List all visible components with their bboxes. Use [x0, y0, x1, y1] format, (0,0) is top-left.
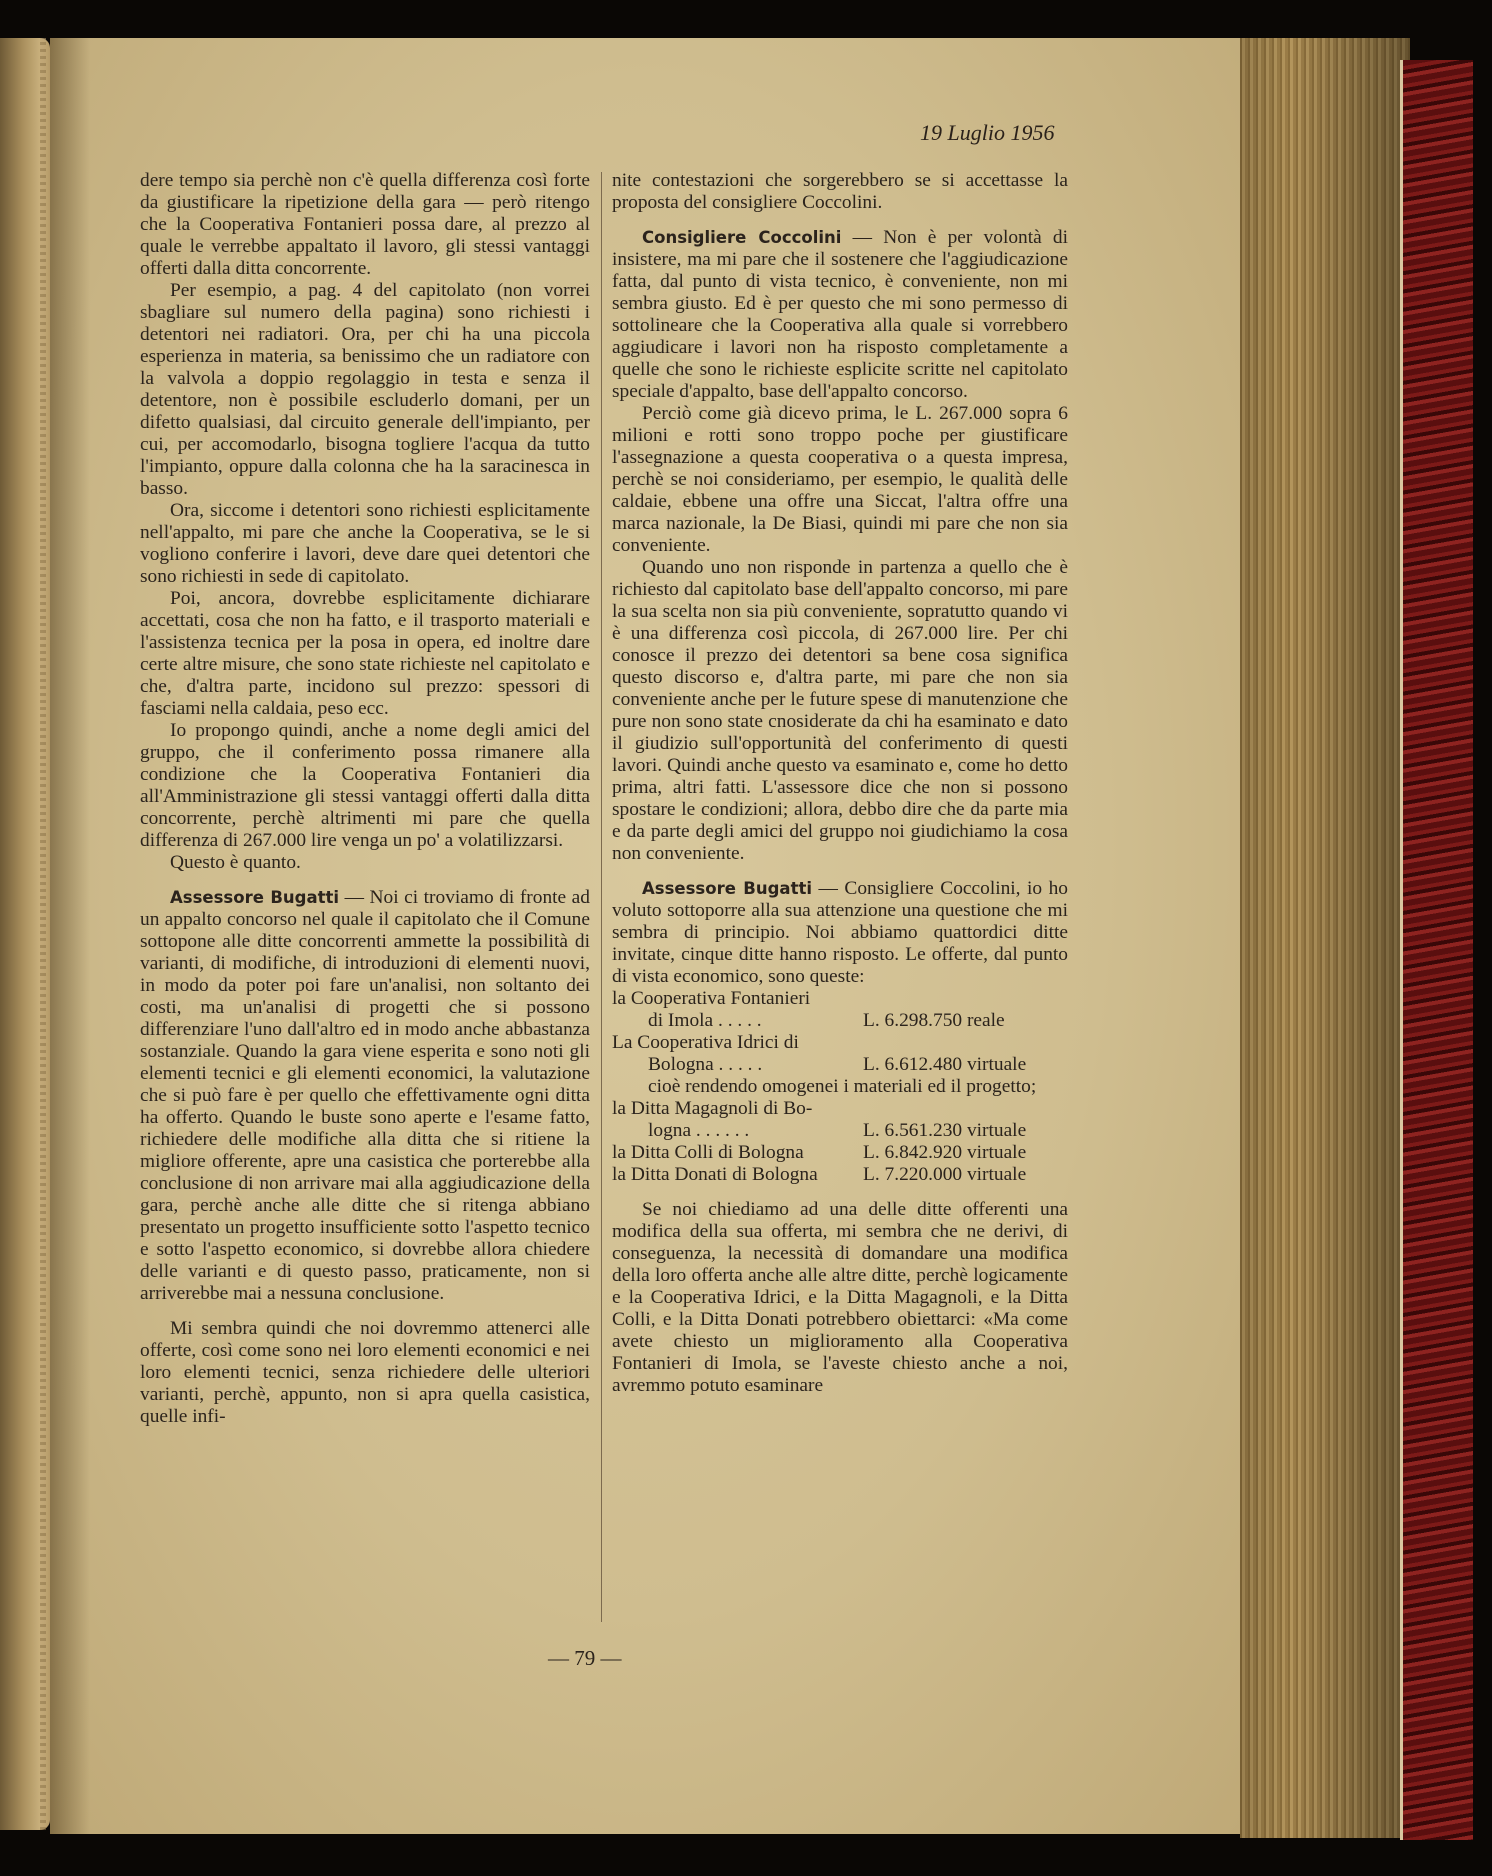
speaker-name: Assessore Bugatti	[642, 879, 812, 898]
right-column	[612, 170, 1068, 1397]
offer-row: La Cooperativa Idrici di	[612, 1032, 799, 1053]
paragraph: Io propongo quindi, anche a nome degli amici del gruppo, che il conferimento possa rimanere alla condizione che la Cooperativa Fontanieri dia all'Amministrazione gli stessi vantaggi offerti dalla ditta concorrente, perchè altrimenti mi pare che quella differenza di 267.000 lire venga un po' a volatilizzarsi.	[140, 720, 590, 851]
speech-text: — Noi ci troviamo di fronte ad un appalto concorso nel quale il capitolato che il Comune sottopone alle ditte concorrenti ammette la possibilità di varianti, di modifiche, di introduzioni di elementi nuovi, in modo da poter poi fare un'analisi, non soltanto dei costi, ma un'analisi di progetti che si possono differenziare l'uno dall'altro ed in modo anche abbastanza sostanziale. Quando la gara viene esperita e sono noti gli elementi tecnici e gli elementi economici, la valutazione che si può fare è per quello che effettivamente ogni ditta ha offerto. Quando le buste sono aperte e l'esame fatto, richiedere delle modifiche alla ditta che si ritiene la migliore offerente, apre una casistica che porterebbe alla conclusione di non arrivare mai alla aggiudicazione della gara, perchè anche alle ditte che si ritenga abbiano presentato un progetto insufficiente sotto l'aspetto tecnico e sotto l'aspetto economico, si dovrebbe allora chiedere delle varianti e di questo passo, praticamente, non si arriverebbe mai a nessuna conclusione.	[140, 887, 590, 1304]
paragraph: Poi, ancora, dovrebbe esplicitamente dichiarare accettati, cosa che non ha fatto, e il trasporto materiali e l'assistenza tecnica per la posa in opera, ed inoltre dare certe altre misure, che sono state richieste nel capitolato e che, d'altra parte, incidono sul prezzo: spessori di fasciami nella caldaia, peso ecc.	[140, 588, 590, 719]
paragraph: Per esempio, a pag. 4 del capitolato (non vorrei sbagliare sul numero della pagina) sono richiesti i detentori nei radiatori. Ora, per chi ha una piccola esperienza in materia, sa benissimo che un radiatore con la valvola a doppio regolaggio in testa e senza il detentore, non è possibile escluderlo domani, per un difetto qualsiasi, dal circuito generale dell'impianto, per cui, per accomodarlo, bisogna togliere l'acqua da tutto l'impianto, oppure dalla colonna che ha la saracinesca in basso.	[140, 280, 590, 499]
paragraph: Quando uno non risponde in partenza a quello che è richiesto dal capitolato base dell'appalto concorso, mi pare la sua scelta non sia più conveniente, sopratutto quando vi è una differenza così piccola, di 267.000 lire. Per chi conosce il prezzo dei detentori sa bene cosa significa questo discorso e, d'altra parte, mi pare che non sia conveniente anche per le future spese di manutenzione che pure non sono state cnosiderate da chi ha esaminato e dato il giudizio sull'opportunità del conferimento di questi lavori. Quindi anche questo va esaminato e, come ho detto prima, altri fatti. L'assessore dice che non si possono spostare le condizioni; allora, debbo dire che da parte mia e da parte degli amici del gruppo noi giudichiamo la cosa non conveniente.	[612, 557, 1068, 864]
speech-text: — Non è per volontà di insistere, ma mi pare che il sostenere che l'aggiudicazione fatta, dal punto di vista tecnico, è conveniente, non mi sembra giusto. Ed è per questo che mi sono permesso di sottolineare che la Cooperativa alla quale si vorrebbero aggiudicare i lavori non ha risposto completamente a quelle che sono le richieste esplicite scritte nel capitolato speciale d'appalto, base dell'appalto concorso.	[612, 227, 1068, 402]
page-date-header: 19 Luglio 1956	[920, 120, 1055, 145]
paragraph: Perciò come già dicevo prima, le L. 267.000 sopra 6 milioni e rotti sono troppo poche per giustificare l'assegnazione a questa cooperativa o a questa impresa, perchè se noi consideriamo, per esempio, le qualità delle caldaie, ebbene una offre una Siccat, l'altra offre una marca nazionale, la De Biasi, quindi mi pare che non sia conveniente.	[612, 403, 1068, 556]
left-column	[140, 170, 590, 1428]
paragraph: Ora, siccome i detentori sono richiesti esplicitamente nell'appalto, mi pare che anche la Cooperativa, se le si vogliono conferire i lavori, deve dare quei detentori che sono richiesti in sede di capitolato.	[140, 500, 590, 587]
column-divider	[601, 172, 602, 1622]
speech-paragraph	[140, 887, 590, 1305]
paragraph: Mi sembra quindi che noi dovremmo attenerci alle offerte, così come sono nei loro elementi economici e nei loro elementi tecnici, senza richiedere delle ulteriori varianti, perchè, appunto, non si apra quella casistica, quelle infi-	[140, 1318, 590, 1427]
speech-paragraph	[612, 878, 1068, 988]
book-cover-spine	[1400, 60, 1473, 1840]
speaker-name: Consigliere Coccolini	[642, 228, 842, 247]
paragraph: dere tempo sia perchè non c'è quella differenza così forte da giustificare la ripetizione della gara — però ritengo che la Cooperativa Fontanieri possa dare, al prezzo al quale le verrebbe appaltato il lavoro, gli stessi vantaggi offerti dalla ditta concorrente.	[140, 170, 590, 279]
previous-page-edge	[0, 38, 50, 1830]
page-stack-edge	[1240, 38, 1410, 1838]
speech-paragraph	[612, 227, 1068, 403]
offer-note: cioè rendendo omogenei i materiali ed il progetto;	[648, 1076, 1037, 1097]
speaker-name: Assessore Bugatti	[170, 888, 340, 907]
paragraph: Questo è quanto.	[170, 852, 301, 873]
page-number: — 79 —	[548, 1646, 622, 1670]
offer-row: di Imola . . . . . L. 6.298.750 reale	[648, 1010, 1005, 1031]
offers-list	[612, 988, 1068, 1186]
offer-row: Bologna . . . . . L. 6.612.480 virtuale	[648, 1054, 1027, 1075]
gutter-shadow	[50, 38, 90, 1834]
offer-row: la Ditta Colli di Bologna L. 6.842.920 virtuale	[612, 1142, 1027, 1163]
paragraph: nite contestazioni che sorgerebbero se si accettasse la proposta del consigliere Coccolini.	[612, 170, 1068, 213]
offer-row: logna . . . . . . L. 6.561.230 virtuale	[648, 1120, 1027, 1141]
offer-row: la Ditta Magagnoli di Bo-	[612, 1098, 813, 1119]
speech-text: — Consigliere Coccolini, io ho voluto sottoporre alla sua attenzione una questione che mi sembra di principio. Noi abbiamo quattordici ditte invitate, cinque ditte hanno risposto. Le offerte, dal punto di vista economico, sono queste:	[612, 878, 1068, 987]
offer-row: la Ditta Donati di Bologna L. 7.220.000 virtuale	[612, 1164, 1027, 1185]
offer-row: la Cooperativa Fontanieri	[612, 988, 811, 1009]
paragraph: Se noi chiediamo ad una delle ditte offerenti una modifica della sua offerta, mi sembra che ne derivi, di conseguenza, la necessità di domandare una modifica della loro offerta anche alle altre ditte, perchè logicamente e la Cooperativa Idrici, e la Ditta Magagnoli, e la Ditta Colli, e la Ditta Donati potrebbero obiettarci: «Ma come avete chiesto un miglioramento alla Cooperativa Fontanieri di Imola, se l'aveste chiesto anche a noi, avremmo potuto esaminare	[612, 1199, 1068, 1396]
